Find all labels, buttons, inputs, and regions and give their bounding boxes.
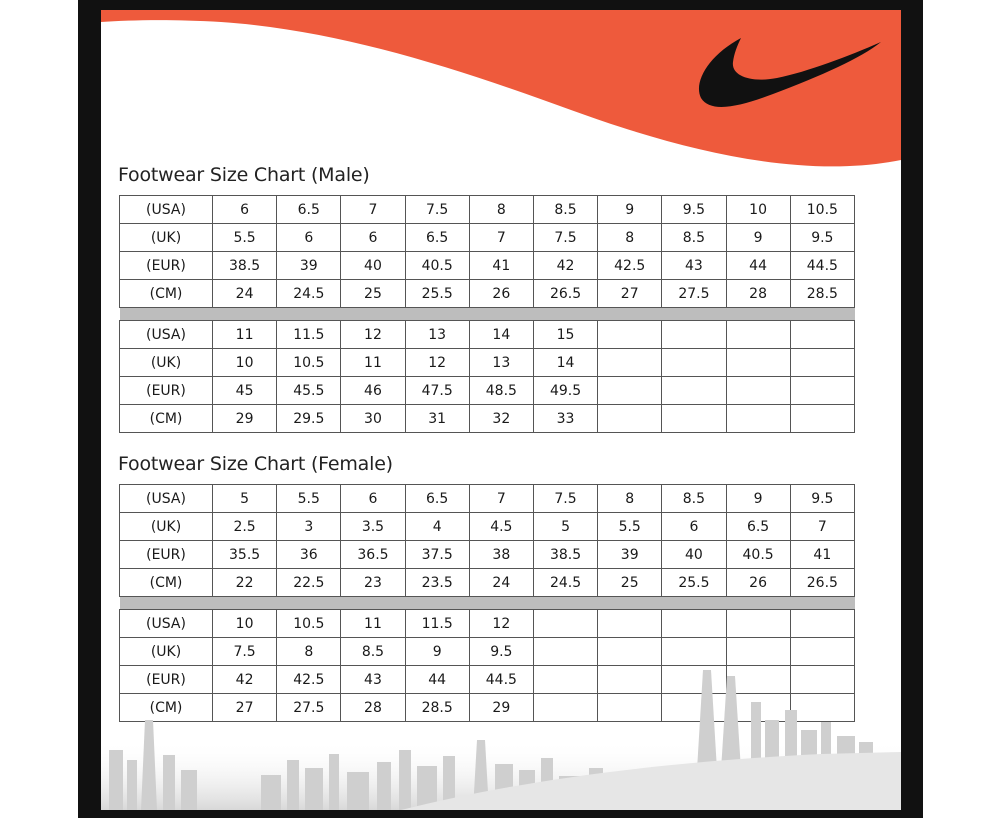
size-cell: 44 (726, 252, 790, 280)
size-cell: 14 (469, 321, 533, 349)
size-cell: 42 (213, 666, 277, 694)
size-cell (598, 377, 662, 405)
block-separator (120, 308, 855, 321)
size-cell: 10.5 (277, 610, 341, 638)
size-cell: 43 (341, 666, 405, 694)
size-cell: 31 (405, 405, 469, 433)
size-cell: 4 (405, 513, 469, 541)
size-cell: 9.5 (790, 224, 854, 252)
size-cell: 26.5 (533, 280, 597, 308)
size-cell: 11.5 (405, 610, 469, 638)
size-cell: 10 (726, 196, 790, 224)
size-cell: 24 (213, 280, 277, 308)
row-label: (EUR) (120, 252, 213, 280)
size-cell: 28.5 (790, 280, 854, 308)
size-cell: 40 (341, 252, 405, 280)
size-cell: 41 (790, 541, 854, 569)
size-cell (662, 377, 726, 405)
size-cell: 24 (469, 569, 533, 597)
separator-bar (120, 308, 855, 321)
row-label: (CM) (120, 569, 213, 597)
table-row (120, 224, 855, 252)
size-cell: 42 (533, 252, 597, 280)
size-cell: 3.5 (341, 513, 405, 541)
row-label: (EUR) (120, 666, 213, 694)
size-cell: 11 (341, 610, 405, 638)
row-label: (EUR) (120, 541, 213, 569)
size-cell: 27.5 (277, 694, 341, 722)
table-row (120, 405, 855, 433)
size-cell (790, 321, 854, 349)
size-cell: 10 (213, 610, 277, 638)
block-separator (120, 597, 855, 610)
size-cell (598, 405, 662, 433)
size-cell: 39 (277, 252, 341, 280)
size-cell: 13 (469, 349, 533, 377)
size-cell: 26 (469, 280, 533, 308)
size-cell: 11 (341, 349, 405, 377)
size-cell: 6 (213, 196, 277, 224)
size-cell: 40.5 (726, 541, 790, 569)
size-cell (662, 349, 726, 377)
size-cell: 43 (662, 252, 726, 280)
size-cell: 29.5 (277, 405, 341, 433)
row-label: (CM) (120, 280, 213, 308)
size-cell: 28 (726, 280, 790, 308)
size-cell: 38.5 (533, 541, 597, 569)
size-cell: 6 (662, 513, 726, 541)
size-cell: 5 (533, 513, 597, 541)
size-cell: 23.5 (405, 569, 469, 597)
table-row (120, 321, 855, 349)
size-cell (726, 405, 790, 433)
size-cell (790, 377, 854, 405)
size-cell: 32 (469, 405, 533, 433)
size-cell: 45.5 (277, 377, 341, 405)
size-cell: 7 (469, 485, 533, 513)
size-cell: 38 (469, 541, 533, 569)
row-label: (USA) (120, 196, 213, 224)
size-cell (726, 610, 790, 638)
size-cell: 24.5 (277, 280, 341, 308)
size-cell: 44.5 (469, 666, 533, 694)
size-cell: 44.5 (790, 252, 854, 280)
size-cell: 37.5 (405, 541, 469, 569)
size-cell: 8 (277, 638, 341, 666)
size-cell: 9 (726, 224, 790, 252)
size-cell (790, 405, 854, 433)
size-cell: 7.5 (405, 196, 469, 224)
size-cell: 40.5 (405, 252, 469, 280)
size-cell (662, 610, 726, 638)
size-cell: 7.5 (533, 224, 597, 252)
size-cell (598, 349, 662, 377)
size-cell (598, 321, 662, 349)
size-cell (533, 610, 597, 638)
city-skyline-image (101, 650, 901, 810)
size-cell: 42.5 (277, 666, 341, 694)
size-cell: 12 (405, 349, 469, 377)
size-cell: 9 (405, 638, 469, 666)
table-row (120, 349, 855, 377)
size-cell: 46 (341, 377, 405, 405)
size-cell (726, 349, 790, 377)
size-cell: 49.5 (533, 377, 597, 405)
size-cell: 4.5 (469, 513, 533, 541)
size-cell: 35.5 (213, 541, 277, 569)
row-label: (CM) (120, 694, 213, 722)
size-cell: 30 (341, 405, 405, 433)
size-cell: 5.5 (213, 224, 277, 252)
size-cell: 22 (213, 569, 277, 597)
table-row (120, 485, 855, 513)
size-cell: 44 (405, 666, 469, 694)
table-row (120, 541, 855, 569)
size-cell (726, 377, 790, 405)
size-cell: 7 (790, 513, 854, 541)
table-row (120, 252, 855, 280)
size-cell: 8 (598, 224, 662, 252)
row-label: (UK) (120, 513, 213, 541)
male-chart-title: Footwear Size Chart (Male) (118, 164, 370, 186)
size-cell: 10 (213, 349, 277, 377)
separator-bar (120, 597, 855, 610)
size-cell: 25.5 (662, 569, 726, 597)
size-cell: 25 (341, 280, 405, 308)
size-cell: 36.5 (341, 541, 405, 569)
size-cell: 38.5 (213, 252, 277, 280)
size-cell: 3 (277, 513, 341, 541)
size-cell: 25 (598, 569, 662, 597)
size-cell: 10.5 (790, 196, 854, 224)
size-cell: 6.5 (726, 513, 790, 541)
size-cell: 8 (469, 196, 533, 224)
table-row (120, 569, 855, 597)
size-cell: 10.5 (277, 349, 341, 377)
row-label: (USA) (120, 321, 213, 349)
row-label: (CM) (120, 405, 213, 433)
size-cell: 14 (533, 349, 597, 377)
size-cell (662, 321, 726, 349)
size-cell: 42.5 (598, 252, 662, 280)
size-cell: 7.5 (533, 485, 597, 513)
table-row (120, 280, 855, 308)
row-label: (UK) (120, 349, 213, 377)
size-cell: 8.5 (533, 196, 597, 224)
size-cell: 8.5 (662, 485, 726, 513)
size-cell: 8.5 (662, 224, 726, 252)
size-cell: 8 (598, 485, 662, 513)
size-cell: 45 (213, 377, 277, 405)
header-banner (101, 10, 901, 180)
size-cell: 5.5 (598, 513, 662, 541)
size-cell (662, 405, 726, 433)
male-size-table (119, 195, 855, 433)
size-cell: 25.5 (405, 280, 469, 308)
size-cell: 27 (213, 694, 277, 722)
size-cell: 9 (598, 196, 662, 224)
size-cell: 28 (341, 694, 405, 722)
size-cell: 13 (405, 321, 469, 349)
size-cell: 29 (213, 405, 277, 433)
row-label: (UK) (120, 638, 213, 666)
row-label: (UK) (120, 224, 213, 252)
size-chart-page (101, 10, 901, 810)
size-cell (598, 610, 662, 638)
size-cell: 12 (341, 321, 405, 349)
size-cell: 41 (469, 252, 533, 280)
size-cell (790, 610, 854, 638)
size-cell: 2.5 (213, 513, 277, 541)
table-row (120, 610, 855, 638)
size-cell: 36 (277, 541, 341, 569)
size-cell: 6.5 (277, 196, 341, 224)
size-cell: 9.5 (662, 196, 726, 224)
size-cell: 48.5 (469, 377, 533, 405)
size-cell: 5.5 (277, 485, 341, 513)
size-cell (790, 349, 854, 377)
size-cell: 28.5 (405, 694, 469, 722)
size-cell (726, 321, 790, 349)
size-cell: 7 (469, 224, 533, 252)
size-cell: 6 (341, 224, 405, 252)
size-cell: 12 (469, 610, 533, 638)
table-row (120, 377, 855, 405)
size-cell: 8.5 (341, 638, 405, 666)
size-cell: 27 (598, 280, 662, 308)
size-cell: 11 (213, 321, 277, 349)
size-cell: 7.5 (213, 638, 277, 666)
table-row (120, 513, 855, 541)
size-cell: 47.5 (405, 377, 469, 405)
size-cell: 5 (213, 485, 277, 513)
size-cell: 26.5 (790, 569, 854, 597)
size-cell: 39 (598, 541, 662, 569)
row-label: (USA) (120, 485, 213, 513)
size-cell: 29 (469, 694, 533, 722)
size-cell: 6 (341, 485, 405, 513)
size-cell: 6.5 (405, 224, 469, 252)
size-cell: 11.5 (277, 321, 341, 349)
size-cell: 15 (533, 321, 597, 349)
size-cell: 33 (533, 405, 597, 433)
row-label: (EUR) (120, 377, 213, 405)
row-label: (USA) (120, 610, 213, 638)
size-cell: 7 (341, 196, 405, 224)
size-cell: 6.5 (405, 485, 469, 513)
table-row (120, 196, 855, 224)
size-cell: 9.5 (790, 485, 854, 513)
size-cell: 6 (277, 224, 341, 252)
female-chart-title: Footwear Size Chart (Female) (118, 453, 393, 475)
size-cell: 27.5 (662, 280, 726, 308)
size-cell: 26 (726, 569, 790, 597)
size-cell: 22.5 (277, 569, 341, 597)
size-cell: 23 (341, 569, 405, 597)
size-cell: 40 (662, 541, 726, 569)
size-cell: 9 (726, 485, 790, 513)
size-cell: 24.5 (533, 569, 597, 597)
size-cell: 9.5 (469, 638, 533, 666)
